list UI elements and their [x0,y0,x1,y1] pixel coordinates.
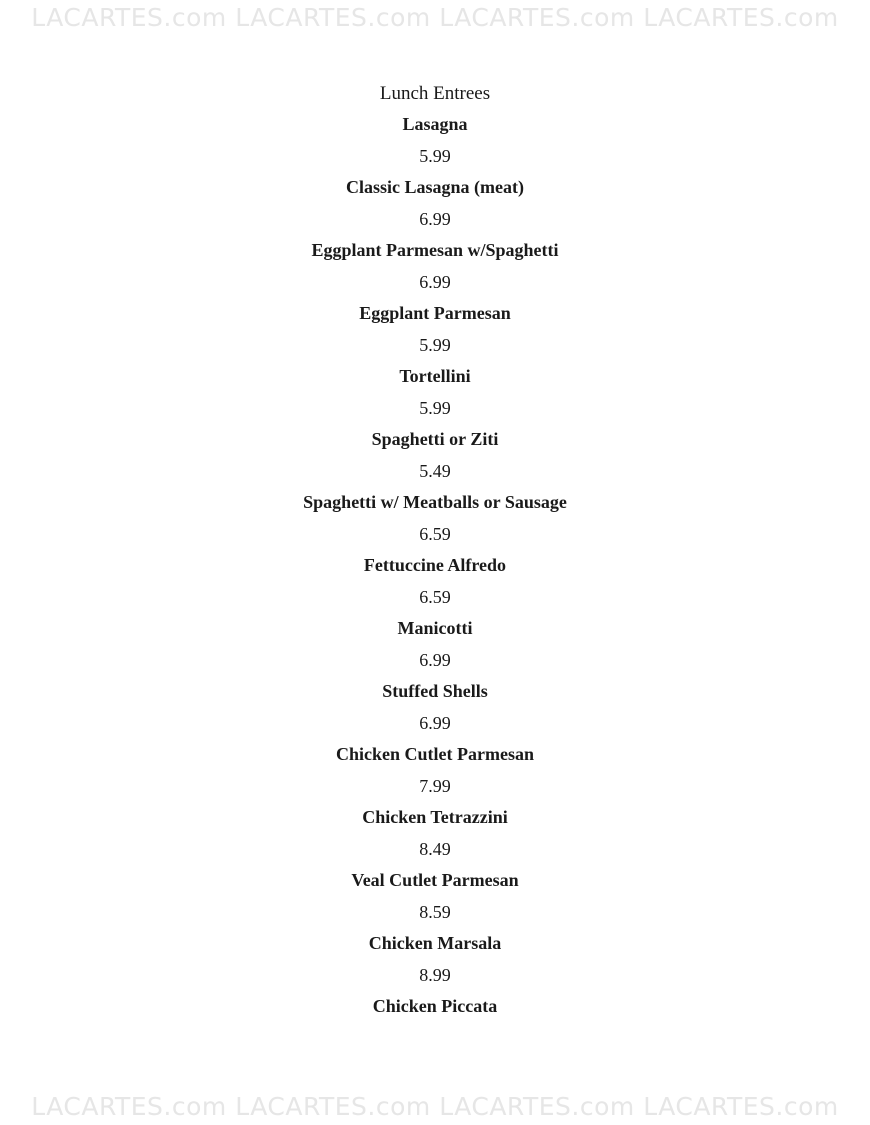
menu-item-price: 5.49 [419,460,451,481]
menu-item-price: 8.99 [419,964,451,985]
menu [0,78,870,1023]
menu-item [0,298,870,361]
menu-item-price: 5.99 [419,334,451,355]
menu-item-name: Chicken Piccata [372,996,498,1016]
menu-item-name: Lasagna [402,114,468,134]
menu-item [0,802,870,865]
menu-item [0,613,870,676]
menu-item [0,739,870,802]
menu-item-name: Classic Lasagna (meat) [346,177,524,197]
menu-item-name: Tortellini [399,366,471,386]
menu-item [0,865,870,928]
menu-item [0,361,870,424]
menu-item-name: Manicotti [397,618,473,638]
menu-item-name: Fettuccine Alfredo [363,555,507,575]
menu-item-price: 8.59 [419,901,451,922]
menu-item [0,172,870,235]
menu-item-price: 6.99 [419,271,451,292]
menu-item-name: Chicken Marsala [368,933,502,953]
watermark-bottom: LACARTES.com LACARTES.com LACARTES.com LACARTES.com [31,1092,839,1121]
menu-item-name: Veal Cutlet Parmesan [351,870,519,890]
menu-item-price: 8.49 [419,838,451,859]
menu-item-name: Spaghetti w/ Meatballs or Sausage [303,492,567,512]
menu-item [0,928,870,991]
menu-item-price: 5.99 [419,145,451,166]
menu-item-name: Stuffed Shells [382,681,488,701]
menu-title: Lunch Entrees [379,83,491,104]
menu-item [0,109,870,172]
menu-item-name: Eggplant Parmesan w/Spaghetti [311,240,559,260]
menu-item [0,550,870,613]
menu-item-name: Chicken Tetrazzini [362,807,508,827]
menu-item [0,991,870,1023]
menu-item-price: 7.99 [419,775,451,796]
menu-item-price: 6.99 [419,649,451,670]
menu-item [0,235,870,298]
menu-item-name: Spaghetti or Ziti [371,429,499,449]
menu-item-price: 6.59 [419,586,451,607]
menu-item [0,676,870,739]
menu-item [0,487,870,550]
menu-item-price: 6.99 [419,208,451,229]
menu-item-price: 5.99 [419,397,451,418]
menu-item-price: 6.99 [419,712,451,733]
menu-item-name: Chicken Cutlet Parmesan [336,744,534,764]
watermark-top: LACARTES.com LACARTES.com LACARTES.com LACARTES.com [31,3,839,32]
menu-item [0,424,870,487]
menu-item-name: Eggplant Parmesan [359,303,511,323]
menu-list [0,109,870,1023]
menu-item-price: 6.59 [419,523,451,544]
